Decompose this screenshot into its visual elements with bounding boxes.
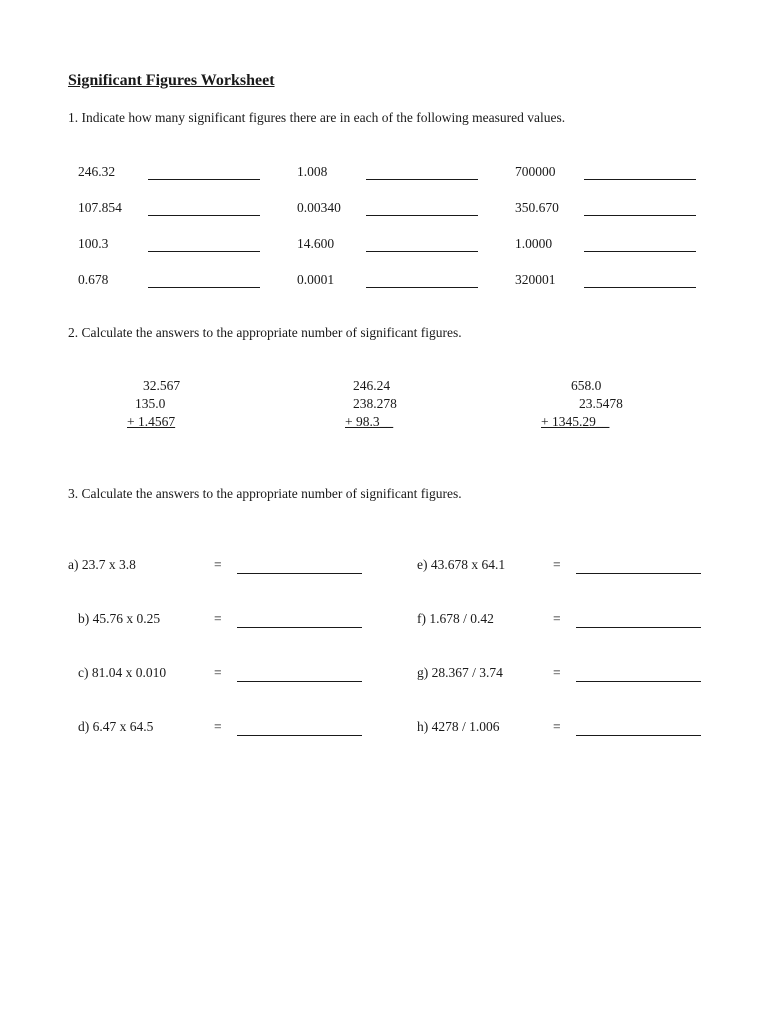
problem-a: a) 23.7 x 3.8: [68, 557, 136, 572]
measured-value: 700000: [515, 164, 556, 179]
answer-blank[interactable]: [237, 627, 362, 628]
answer-blank[interactable]: [237, 573, 362, 574]
question-1-prompt: 1. Indicate how many significant figures there are in each of the following measured values.: [68, 110, 566, 125]
answer-blank[interactable]: [576, 627, 701, 628]
answer-blank[interactable]: [576, 573, 701, 574]
measured-value: 1.008: [297, 164, 328, 179]
answer-blank[interactable]: [366, 215, 478, 216]
equals-sign: =: [214, 557, 222, 572]
problem-c: c) 81.04 x 0.010: [78, 665, 167, 680]
question-3-prompt: 3. Calculate the answers to the appropriate number of significant figures.: [68, 486, 462, 501]
problem-h: h) 4278 / 1.006: [417, 719, 500, 734]
equals-sign: =: [214, 665, 222, 680]
measured-value: 350.670: [515, 200, 559, 215]
answer-blank[interactable]: [366, 251, 478, 252]
equals-sign: =: [553, 665, 561, 680]
addend-with-plus: + 1.4567: [127, 414, 176, 429]
answer-blank[interactable]: [148, 215, 260, 216]
measured-value: 246.32: [78, 164, 116, 179]
page-title: Significant Figures Worksheet: [68, 72, 275, 89]
answer-blank[interactable]: [237, 681, 362, 682]
problem-f: f) 1.678 / 0.42: [417, 611, 494, 626]
measured-value: 107.854: [78, 200, 122, 215]
answer-blank[interactable]: [148, 179, 260, 180]
addend: 238.278: [353, 396, 397, 411]
problem-e: e) 43.678 x 64.1: [417, 557, 506, 572]
addend: 246.24: [353, 378, 391, 393]
measured-value: 14.600: [297, 236, 335, 251]
problem-g: g) 28.367 / 3.74: [417, 665, 503, 680]
measured-value: 100.3: [78, 236, 109, 251]
question-2-prompt: 2. Calculate the answers to the appropriate number of significant figures.: [68, 325, 462, 340]
equals-sign: =: [214, 719, 222, 734]
addend-with-plus: + 1345.29__: [541, 414, 610, 429]
answer-blank[interactable]: [148, 287, 260, 288]
measured-value: 320001: [515, 272, 556, 287]
addend: 32.567: [143, 378, 181, 393]
problem-b: b) 45.76 x 0.25: [78, 611, 161, 626]
equals-sign: =: [553, 611, 561, 626]
equals-sign: =: [214, 611, 222, 626]
answer-blank[interactable]: [584, 215, 696, 216]
addend: 658.0: [571, 378, 602, 393]
measured-value: 0.0001: [297, 272, 335, 287]
addend: 135.0: [135, 396, 166, 411]
addend: 23.5478: [579, 396, 623, 411]
addend-with-plus: + 98.3__: [345, 414, 394, 429]
measured-value: 0.00340: [297, 200, 341, 215]
answer-blank[interactable]: [148, 251, 260, 252]
measured-value: 1.0000: [515, 236, 553, 251]
answer-blank[interactable]: [366, 179, 478, 180]
answer-blank[interactable]: [584, 179, 696, 180]
answer-blank[interactable]: [576, 681, 701, 682]
problem-d: d) 6.47 x 64.5: [78, 719, 154, 734]
answer-blank[interactable]: [237, 735, 362, 736]
answer-blank[interactable]: [584, 287, 696, 288]
measured-value: 0.678: [78, 272, 109, 287]
answer-blank[interactable]: [584, 251, 696, 252]
answer-blank[interactable]: [366, 287, 478, 288]
equals-sign: =: [553, 719, 561, 734]
equals-sign: =: [553, 557, 561, 572]
answer-blank[interactable]: [576, 735, 701, 736]
